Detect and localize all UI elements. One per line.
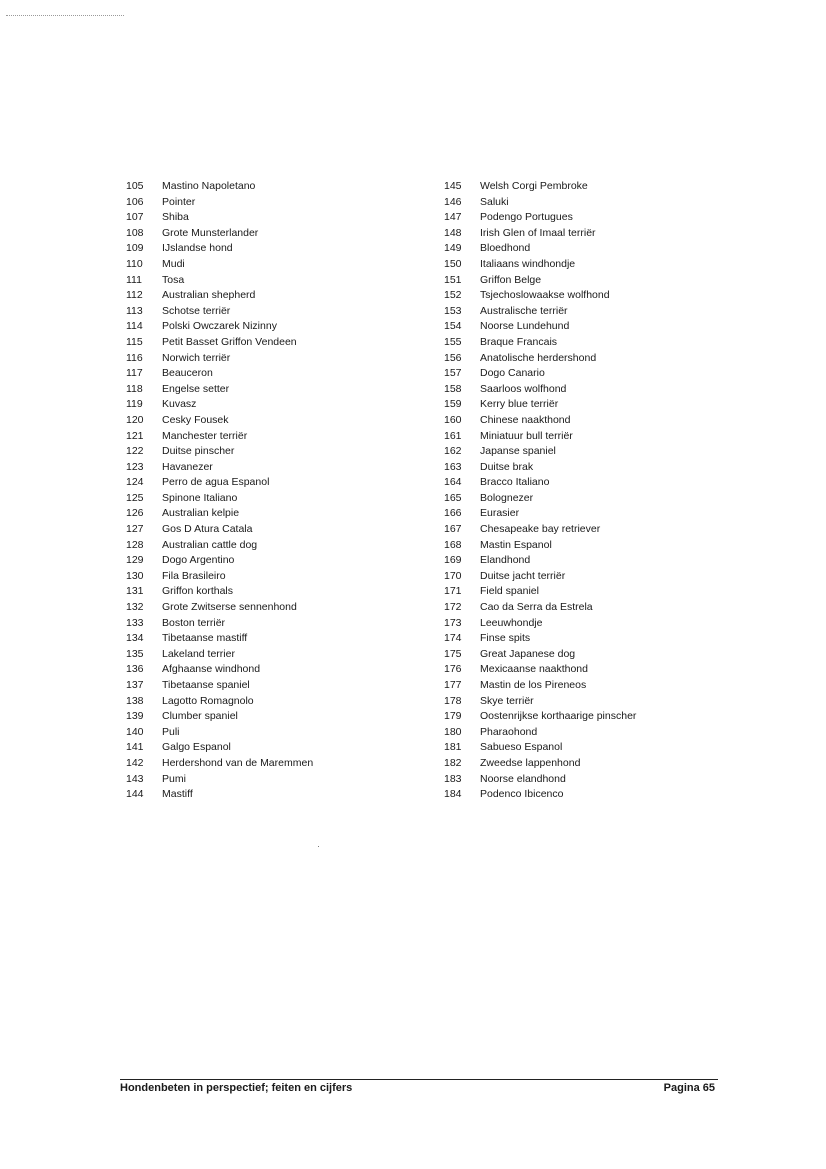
list-item bbox=[444, 351, 636, 367]
list-item bbox=[126, 288, 313, 304]
list-item bbox=[126, 366, 313, 382]
breed-name: Irish Glen of Imaal terriër bbox=[480, 226, 596, 239]
list-item bbox=[126, 756, 313, 772]
list-item bbox=[126, 678, 313, 694]
rank-number: 139 bbox=[126, 710, 144, 723]
rank-number: 109 bbox=[126, 242, 144, 255]
list-item bbox=[126, 694, 313, 710]
breed-name: Tibetaanse mastiff bbox=[162, 632, 248, 645]
list-item bbox=[126, 273, 313, 289]
breed-name: Great Japanese dog bbox=[480, 647, 576, 660]
rank-number: 112 bbox=[126, 289, 143, 302]
list-item bbox=[126, 740, 313, 756]
breed-name: Chesapeake bay retriever bbox=[480, 523, 601, 536]
rank-number: 160 bbox=[444, 413, 462, 426]
list-item bbox=[444, 257, 636, 273]
rank-number: 118 bbox=[126, 382, 143, 395]
breed-name: Australische terriër bbox=[480, 304, 568, 317]
rank-number: 152 bbox=[444, 289, 462, 302]
breed-name: Puli bbox=[162, 725, 180, 738]
rank-number: 168 bbox=[444, 538, 462, 551]
list-item bbox=[126, 335, 313, 351]
rank-number: 174 bbox=[444, 632, 462, 645]
list-item bbox=[444, 366, 636, 382]
rank-number: 106 bbox=[126, 195, 144, 208]
rank-number: 119 bbox=[126, 398, 143, 411]
rank-number: 107 bbox=[126, 211, 144, 224]
breed-name: Chinese naakthond bbox=[480, 413, 571, 426]
rank-number: 111 bbox=[126, 273, 142, 286]
rank-number: 120 bbox=[126, 413, 144, 426]
breed-name: Gos D Atura Catala bbox=[162, 523, 253, 536]
rank-number: 134 bbox=[126, 632, 144, 645]
breed-name: Havanezer bbox=[162, 460, 213, 473]
breed-name: Petit Basset Griffon Vendeen bbox=[162, 335, 297, 348]
breed-name: Mastino Napoletano bbox=[162, 180, 256, 192]
list-item bbox=[126, 538, 313, 554]
breed-name: Italiaans windhondje bbox=[480, 257, 576, 270]
breed-name: Duitse brak bbox=[480, 460, 534, 473]
rank-number: 121 bbox=[126, 429, 144, 442]
rank-number: 153 bbox=[444, 304, 462, 317]
rank-number: 127 bbox=[126, 523, 144, 536]
rank-number: 147 bbox=[444, 211, 462, 224]
breed-name: Duitse jacht terriër bbox=[480, 569, 566, 582]
breed-name: Pharaohond bbox=[480, 725, 538, 738]
breed-name: Elandhond bbox=[480, 554, 531, 567]
breed-name: Sabueso Espanol bbox=[480, 741, 563, 754]
breed-name: Griffon korthals bbox=[162, 585, 234, 598]
breed-name: Dogo Argentino bbox=[162, 554, 235, 567]
breed-name: Lakeland terrier bbox=[162, 647, 235, 660]
breed-name: Polski Owczarek Nizinny bbox=[162, 320, 277, 333]
list-item bbox=[126, 351, 313, 367]
breed-name: Mastin de los Pireneos bbox=[480, 679, 587, 691]
list-item bbox=[126, 304, 313, 320]
rank-number: 151 bbox=[444, 273, 462, 286]
rank-number: 122 bbox=[126, 445, 144, 458]
list-item bbox=[126, 647, 313, 663]
breed-name: Tibetaanse spaniel bbox=[162, 679, 250, 691]
rank-number: 143 bbox=[126, 772, 144, 785]
breed-name: Mudi bbox=[162, 257, 185, 270]
rank-number: 162 bbox=[444, 445, 462, 458]
breed-name: Kerry blue terriër bbox=[480, 398, 559, 411]
breed-name: Eurasier bbox=[480, 507, 520, 520]
breed-name: Miniatuur bull terriër bbox=[480, 429, 573, 442]
rank-number: 150 bbox=[444, 257, 462, 270]
list-item bbox=[444, 631, 636, 647]
rank-number: 125 bbox=[126, 491, 144, 504]
list-item bbox=[126, 319, 313, 335]
breed-name: Galgo Espanol bbox=[162, 741, 231, 754]
list-item bbox=[444, 304, 636, 320]
breed-name: Mastin Espanol bbox=[480, 538, 552, 551]
list-item bbox=[126, 506, 313, 522]
list-item bbox=[444, 553, 636, 569]
breed-name: Australian cattle dog bbox=[162, 538, 258, 551]
breed-name: Saarloos wolfhond bbox=[480, 382, 567, 395]
rank-number: 157 bbox=[444, 367, 462, 380]
breed-name: Bracco Italiano bbox=[480, 476, 550, 489]
list-item bbox=[444, 241, 636, 257]
list-item bbox=[126, 226, 313, 242]
breed-name: Podenco Ibicenco bbox=[480, 788, 564, 801]
rank-number: 164 bbox=[444, 476, 462, 489]
list-item bbox=[444, 226, 636, 242]
list-item bbox=[126, 569, 313, 585]
rank-number: 170 bbox=[444, 569, 462, 582]
list-item bbox=[444, 397, 636, 413]
breed-name: Cao da Serra da Estrela bbox=[480, 601, 593, 614]
rank-number: 115 bbox=[126, 335, 143, 348]
list-item bbox=[126, 179, 313, 195]
breed-name: Pumi bbox=[162, 772, 186, 785]
list-item bbox=[126, 772, 313, 788]
rank-number: 169 bbox=[444, 554, 462, 567]
breed-name: Manchester terriër bbox=[162, 429, 248, 442]
breed-list-left bbox=[126, 179, 313, 803]
list-item bbox=[444, 569, 636, 585]
rank-number: 175 bbox=[444, 647, 462, 660]
list-item bbox=[126, 382, 313, 398]
list-item bbox=[126, 460, 313, 476]
scan-artifact-speck bbox=[318, 846, 319, 847]
breed-name: Saluki bbox=[480, 195, 509, 208]
breed-name: Spinone Italiano bbox=[162, 491, 238, 504]
breed-name: Braque Francais bbox=[480, 335, 558, 348]
list-item bbox=[126, 397, 313, 413]
breed-name: Herdershond van de Maremmen bbox=[162, 756, 314, 769]
breed-name: Schotse terriër bbox=[162, 304, 231, 317]
breed-name: Beauceron bbox=[162, 367, 213, 380]
footer-divider bbox=[120, 1079, 718, 1080]
list-item bbox=[444, 491, 636, 507]
rank-number: 142 bbox=[126, 756, 144, 769]
list-item bbox=[444, 475, 636, 491]
list-item bbox=[126, 257, 313, 273]
breed-name: Podengo Portugues bbox=[480, 211, 573, 224]
breed-name: Grote Munsterlander bbox=[162, 226, 259, 239]
list-item bbox=[126, 725, 313, 741]
list-item bbox=[444, 678, 636, 694]
breed-name: Noorse elandhond bbox=[480, 772, 566, 785]
footer-page-number: Pagina 65 bbox=[663, 1082, 715, 1094]
breed-list-right bbox=[444, 179, 636, 803]
rank-number: 178 bbox=[444, 694, 462, 707]
rank-number: 108 bbox=[126, 226, 144, 239]
rank-number: 148 bbox=[444, 226, 462, 239]
list-item bbox=[444, 647, 636, 663]
breed-name: Leeuwhondje bbox=[480, 616, 543, 629]
list-item bbox=[444, 179, 636, 195]
breed-name: Pointer bbox=[162, 195, 196, 208]
list-item bbox=[444, 335, 636, 351]
list-item bbox=[444, 413, 636, 429]
list-item bbox=[444, 772, 636, 788]
footer-document-title: Hondenbeten in perspectief; feiten en cijfers bbox=[120, 1082, 353, 1094]
rank-number: 159 bbox=[444, 398, 462, 411]
rank-number: 154 bbox=[444, 320, 462, 333]
breed-name: Mastiff bbox=[162, 788, 193, 801]
list-item bbox=[444, 210, 636, 226]
list-item bbox=[444, 506, 636, 522]
breed-name: Oostenrijkse korthaarige pinscher bbox=[480, 710, 637, 723]
breed-name: Skye terriër bbox=[480, 694, 534, 707]
list-item bbox=[444, 662, 636, 678]
list-item bbox=[126, 195, 313, 211]
list-item bbox=[444, 460, 636, 476]
list-item bbox=[444, 382, 636, 398]
list-item bbox=[126, 662, 313, 678]
rank-number: 167 bbox=[444, 523, 462, 536]
breed-name: Bloedhond bbox=[480, 242, 531, 255]
rank-number: 163 bbox=[444, 460, 462, 473]
scan-artifact-dots bbox=[6, 15, 124, 16]
breed-name: Finse spits bbox=[480, 632, 531, 645]
list-item bbox=[444, 725, 636, 741]
breed-name: Noorse Lundehund bbox=[480, 320, 570, 333]
breed-name: Zweedse lappenhond bbox=[480, 756, 581, 769]
rank-number: 136 bbox=[126, 663, 144, 676]
list-item bbox=[126, 241, 313, 257]
breed-name: Australian shepherd bbox=[162, 289, 256, 302]
list-item bbox=[126, 491, 313, 507]
rank-number: 114 bbox=[126, 320, 143, 333]
list-item bbox=[444, 584, 636, 600]
rank-number: 116 bbox=[126, 351, 143, 364]
breed-name: Clumber spaniel bbox=[162, 710, 238, 723]
list-item bbox=[126, 631, 313, 647]
breed-name: Anatolische herdershond bbox=[480, 351, 597, 364]
list-item bbox=[126, 475, 313, 491]
rank-number: 117 bbox=[126, 367, 143, 380]
breed-name: Boston terriër bbox=[162, 616, 226, 629]
breed-name: Perro de agua Espanol bbox=[162, 476, 270, 489]
list-item bbox=[444, 694, 636, 710]
rank-number: 138 bbox=[126, 694, 144, 707]
rank-number: 128 bbox=[126, 538, 144, 551]
breed-name: Kuvasz bbox=[162, 398, 197, 411]
rank-number: 176 bbox=[444, 663, 462, 676]
breed-name: Tsjechoslowaakse wolfhond bbox=[480, 289, 610, 302]
rank-number: 131 bbox=[126, 585, 144, 598]
rank-number: 180 bbox=[444, 725, 462, 738]
rank-number: 179 bbox=[444, 710, 462, 723]
list-item bbox=[126, 787, 313, 803]
rank-number: 126 bbox=[126, 507, 144, 520]
list-item bbox=[444, 787, 636, 803]
rank-number: 144 bbox=[126, 788, 144, 801]
list-item bbox=[444, 538, 636, 554]
rank-number: 110 bbox=[126, 257, 143, 270]
breed-name: Australian kelpie bbox=[162, 507, 240, 520]
breed-name: Dogo Canario bbox=[480, 367, 545, 380]
rank-number: 183 bbox=[444, 772, 462, 785]
breed-name: Grote Zwitserse sennenhond bbox=[162, 601, 297, 614]
rank-number: 105 bbox=[126, 180, 144, 192]
list-item bbox=[444, 444, 636, 460]
breed-name: Cesky Fousek bbox=[162, 413, 229, 426]
list-item bbox=[444, 709, 636, 725]
breed-name: Duitse pinscher bbox=[162, 445, 235, 458]
breed-name: Bolognezer bbox=[480, 491, 534, 504]
list-item bbox=[126, 522, 313, 538]
breed-name: Mexicaanse naakthond bbox=[480, 663, 588, 676]
breed-name: Field spaniel bbox=[480, 585, 539, 598]
list-item bbox=[444, 600, 636, 616]
list-item bbox=[444, 273, 636, 289]
breed-name: Afghaanse windhond bbox=[162, 663, 261, 676]
list-item bbox=[126, 600, 313, 616]
list-item bbox=[444, 756, 636, 772]
list-item bbox=[126, 553, 313, 569]
rank-number: 137 bbox=[126, 679, 144, 691]
list-item bbox=[126, 429, 313, 445]
breed-name: Shiba bbox=[162, 211, 189, 224]
list-item bbox=[126, 709, 313, 725]
list-item bbox=[126, 413, 313, 429]
rank-number: 156 bbox=[444, 351, 462, 364]
rank-number: 161 bbox=[444, 429, 462, 442]
rank-number: 158 bbox=[444, 382, 462, 395]
rank-number: 140 bbox=[126, 725, 144, 738]
rank-number: 132 bbox=[126, 601, 144, 614]
breed-name: Engelse setter bbox=[162, 382, 230, 395]
list-item bbox=[126, 616, 313, 632]
rank-number: 149 bbox=[444, 242, 462, 255]
rank-number: 129 bbox=[126, 554, 144, 567]
rank-number: 135 bbox=[126, 647, 144, 660]
list-item bbox=[126, 584, 313, 600]
rank-number: 177 bbox=[444, 679, 462, 691]
breed-name: Fila Brasileiro bbox=[162, 569, 226, 582]
list-item bbox=[126, 444, 313, 460]
list-item bbox=[444, 319, 636, 335]
breed-name: Griffon Belge bbox=[480, 273, 542, 286]
rank-number: 113 bbox=[126, 304, 143, 317]
list-item bbox=[444, 740, 636, 756]
rank-number: 155 bbox=[444, 335, 462, 348]
breed-name: Norwich terriër bbox=[162, 351, 231, 364]
rank-number: 165 bbox=[444, 491, 462, 504]
breed-name: Welsh Corgi Pembroke bbox=[480, 180, 588, 192]
rank-number: 173 bbox=[444, 616, 462, 629]
rank-number: 146 bbox=[444, 195, 462, 208]
list-item bbox=[444, 429, 636, 445]
rank-number: 184 bbox=[444, 788, 462, 801]
rank-number: 181 bbox=[444, 741, 462, 754]
list-item bbox=[444, 522, 636, 538]
rank-number: 133 bbox=[126, 616, 144, 629]
breed-name: Japanse spaniel bbox=[480, 445, 556, 458]
rank-number: 130 bbox=[126, 569, 144, 582]
rank-number: 172 bbox=[444, 601, 462, 614]
rank-number: 145 bbox=[444, 180, 462, 192]
breed-name: Lagotto Romagnolo bbox=[162, 694, 254, 707]
rank-number: 166 bbox=[444, 507, 462, 520]
list-item bbox=[126, 210, 313, 226]
rank-number: 171 bbox=[444, 585, 462, 598]
breed-name: IJslandse hond bbox=[162, 242, 233, 255]
list-item bbox=[444, 195, 636, 211]
rank-number: 141 bbox=[126, 741, 144, 754]
rank-number: 124 bbox=[126, 476, 144, 489]
list-item bbox=[444, 288, 636, 304]
rank-number: 123 bbox=[126, 460, 144, 473]
list-item bbox=[444, 616, 636, 632]
rank-number: 182 bbox=[444, 756, 462, 769]
breed-name: Tosa bbox=[162, 273, 185, 286]
